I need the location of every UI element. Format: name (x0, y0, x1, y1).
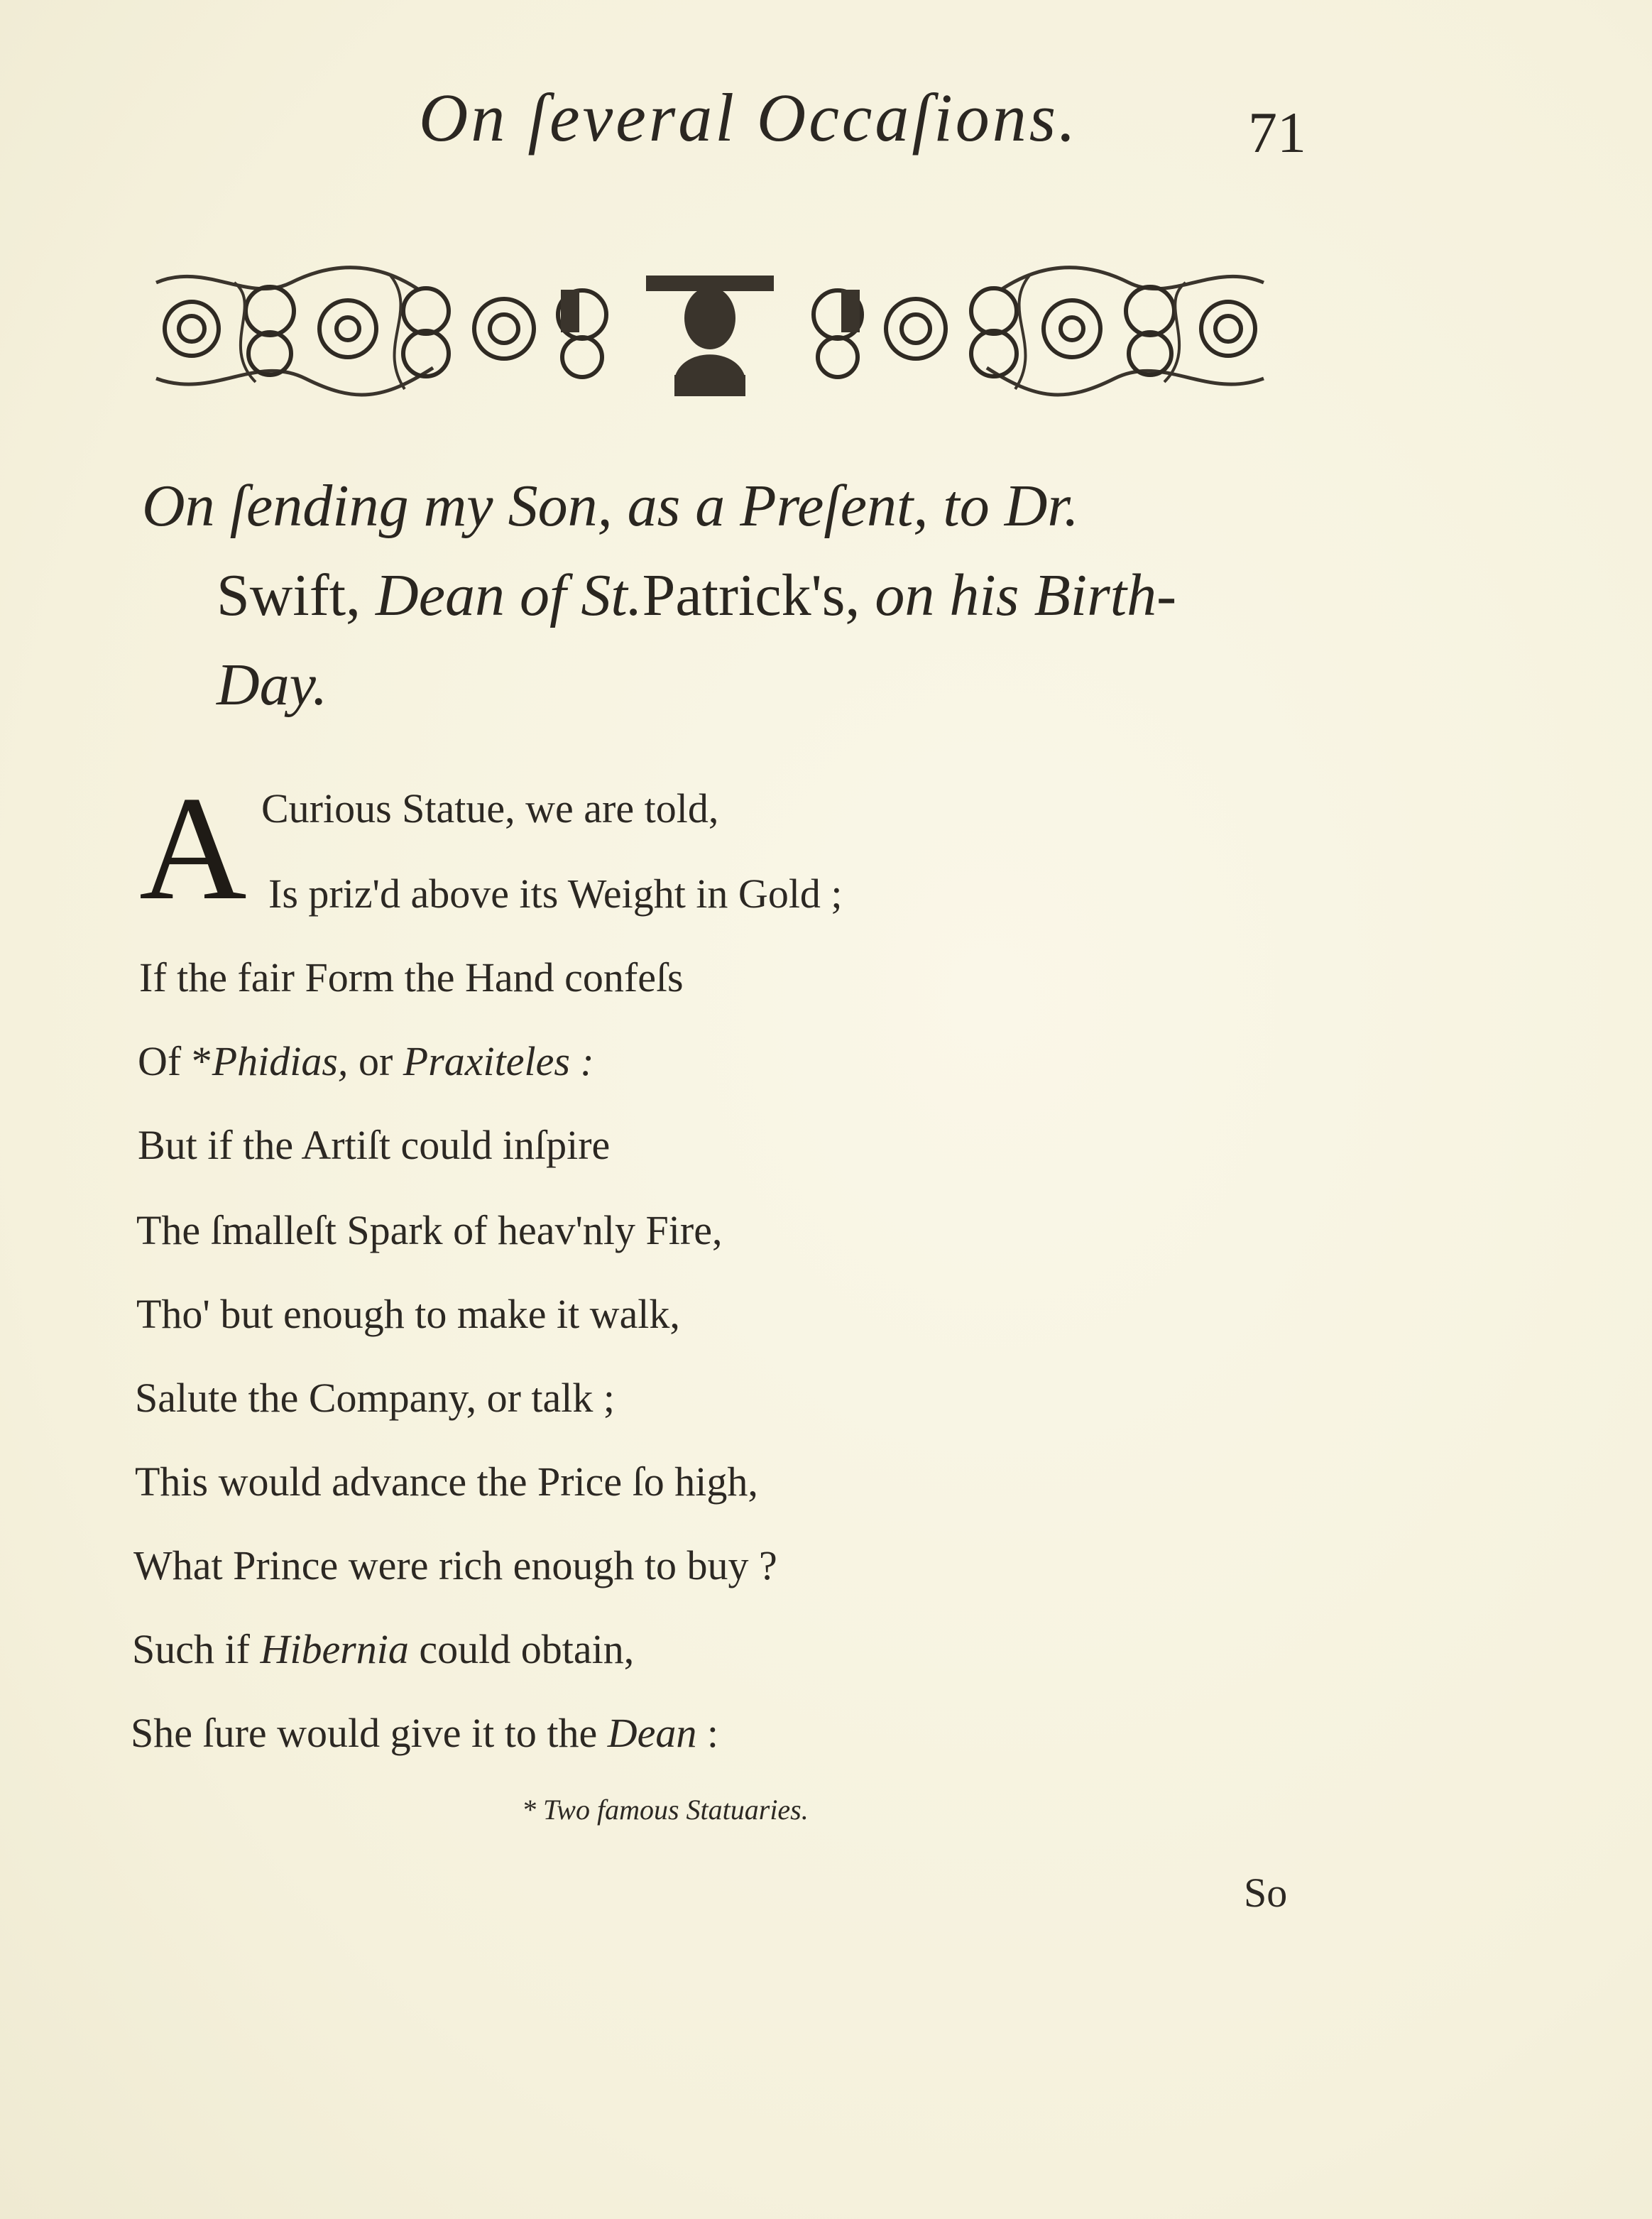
poem-line-4-a: Of * (138, 1038, 212, 1084)
floral-headpiece-ornament-icon (149, 261, 1271, 400)
poem-line-11-a: Such if (132, 1626, 261, 1672)
poem-line-4-phidias: Phidias, (212, 1038, 349, 1084)
poem-line-12-b: : (696, 1710, 718, 1756)
poem-line-3: If the fair Form the Hand confeſs (139, 954, 684, 1001)
poem-line-11-b: could obtain, (408, 1626, 635, 1672)
poem-line-12 (131, 1709, 718, 1757)
poem-title (142, 462, 1335, 730)
poem-line-4 (138, 1037, 594, 1085)
poem-line-1: Curious Statue, we are told, (261, 785, 719, 832)
poem-line-10: What Prince were rich enough to buy ? (133, 1542, 777, 1588)
poem-line-4-or: or (348, 1038, 403, 1084)
poem-line-4-praxiteles: Praxiteles : (403, 1038, 594, 1084)
poem-line-11-hibernia: Hibernia (260, 1626, 409, 1672)
poem-line-11 (132, 1625, 634, 1673)
poem-line-8: Salute the Company, or talk ; (135, 1375, 616, 1421)
title-swift: Swift, (217, 562, 361, 628)
title-patricks: Patrick's, (642, 562, 860, 628)
running-head: On ſeveral Occaſions. (419, 80, 1079, 156)
title-dean-of-st: Dean of St. (376, 562, 642, 628)
catchword: So (1244, 1870, 1288, 1916)
poem-line-7: Tho' but enough to make it walk, (136, 1291, 680, 1337)
poem-line-12-a: She ſure would give it to the (131, 1710, 608, 1756)
poem-line-2: Is priz'd above its Weight in Gold ; (268, 871, 843, 917)
title-line-2 (142, 551, 1335, 640)
poem-line-12-dean: Dean (607, 1710, 697, 1756)
title-line-1-text: On ſending my Son, as a Preſent, to Dr. (142, 473, 1079, 539)
poem-line-5: But if the Artiſt could inſpire (138, 1122, 611, 1168)
poem-line-6: The ſmalleſt Spark of heav'nly Fire, (136, 1207, 723, 1253)
poem-line-9: This would advance the Price ſo high, (135, 1459, 758, 1505)
footnote: * Two famous Statuaries. (522, 1794, 809, 1826)
title-line-1 (142, 462, 1335, 551)
title-day: Day. (217, 652, 328, 718)
drop-cap: A (139, 766, 247, 931)
title-line-3 (142, 640, 1335, 730)
page-number: 71 (1248, 100, 1306, 165)
title-on-his-birth: on his Birth- (875, 562, 1177, 628)
